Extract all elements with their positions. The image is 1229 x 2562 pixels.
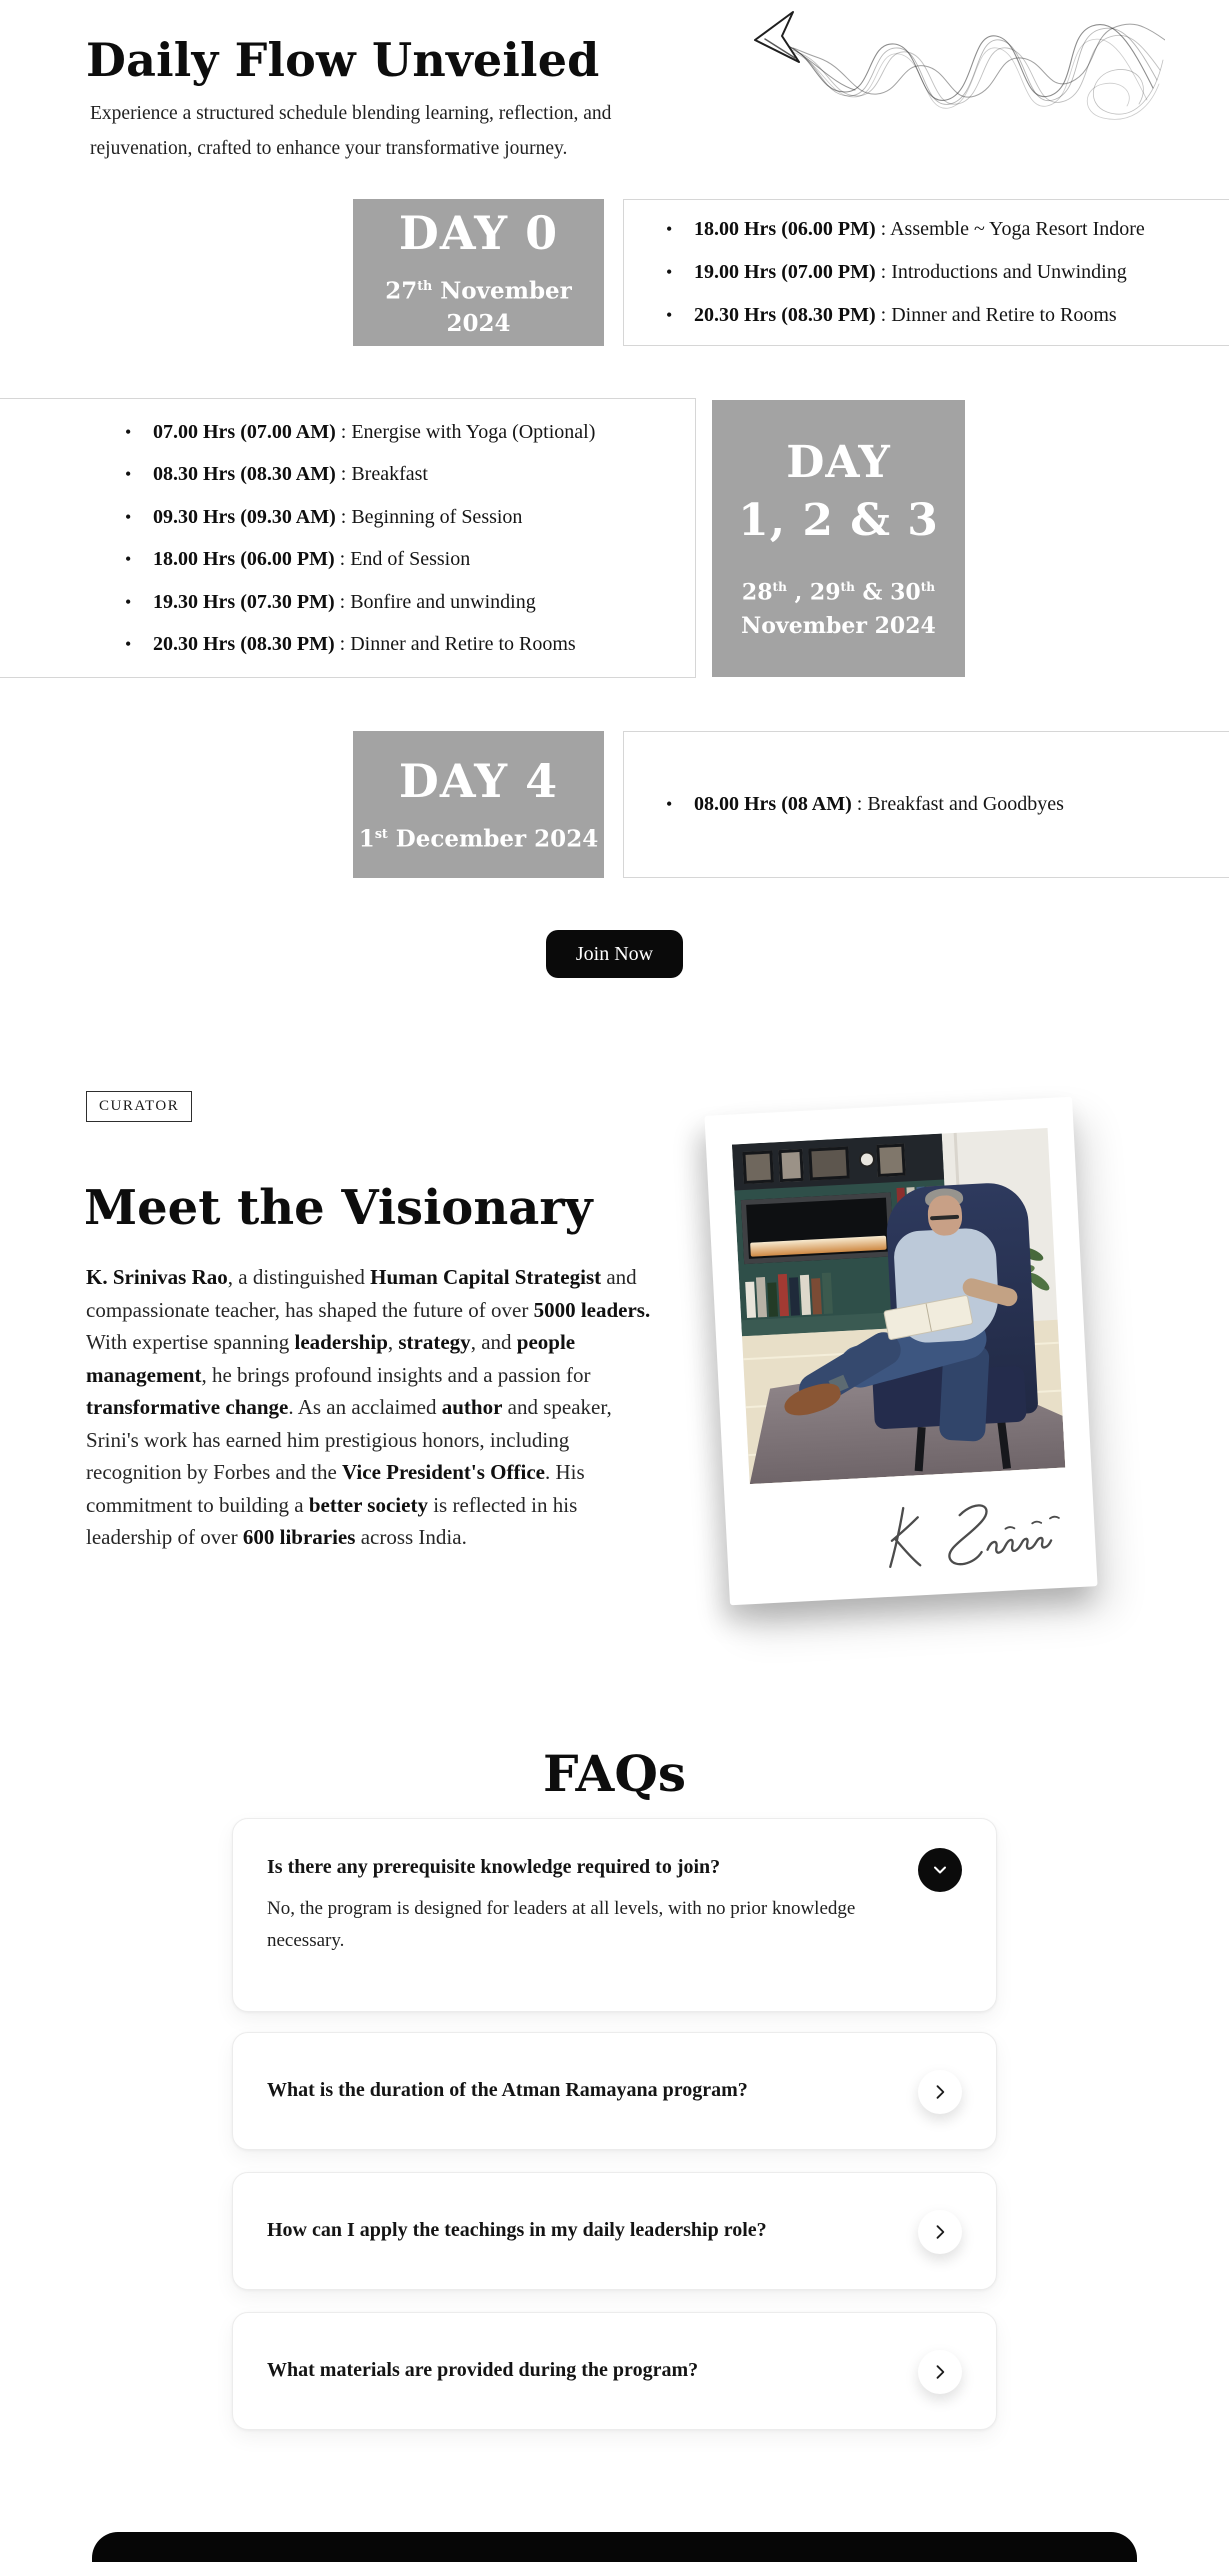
faq-item-teachings[interactable] xyxy=(232,2172,997,2290)
faq-item-duration[interactable] xyxy=(232,2032,997,2150)
day4-events xyxy=(666,783,1229,826)
day123-card xyxy=(712,400,965,677)
page-title: Daily Flow Unveiled xyxy=(86,32,600,87)
day123-date: 28th , 29th & 30th November 2024 xyxy=(741,579,936,640)
expand-button[interactable] xyxy=(918,2350,962,2394)
expand-button[interactable] xyxy=(918,2210,962,2254)
bullet-icon: • xyxy=(666,219,673,239)
join-now-button[interactable]: Join Now xyxy=(546,930,683,978)
collapse-button[interactable] xyxy=(918,1848,962,1892)
flames xyxy=(750,1236,887,1257)
faq-question: How can I apply the teachings in my daily leadership role? xyxy=(267,2219,767,2241)
schedule-event: • 09.30 Hrs (09.30 AM) : Beginning of Session xyxy=(125,496,695,539)
scribble-arrow-decoration xyxy=(735,0,1165,133)
day4-label: DAY 4 xyxy=(398,754,559,809)
day4-date: 1st December 2024 xyxy=(358,825,599,853)
faq-question: What materials are provided during the program? xyxy=(267,2359,699,2381)
day4-schedule-box xyxy=(623,731,1229,878)
faq-item-materials[interactable] xyxy=(232,2312,997,2430)
day0-schedule-box xyxy=(623,199,1229,346)
bullet-icon: • xyxy=(125,634,132,654)
photo-frame xyxy=(876,1144,906,1177)
photo-frame xyxy=(808,1146,850,1180)
day0-events xyxy=(666,208,1229,337)
schedule-event: • 07.00 Hrs (07.00 AM) : Energise with Yoga (Optional) xyxy=(125,411,695,454)
schedule-event: • 18.00 Hrs (06.00 PM) : End of Session xyxy=(125,538,695,581)
chevron-right-icon xyxy=(930,2222,950,2242)
arrowhead-icon xyxy=(755,12,799,62)
faq-item-prerequisite[interactable] xyxy=(232,1818,997,2012)
curator-badge: CURATOR xyxy=(86,1091,192,1122)
bullet-icon: • xyxy=(125,549,132,569)
schedule-event: • 08.30 Hrs (08.30 AM) : Breakfast xyxy=(125,453,695,496)
schedule-event: • 20.30 Hrs (08.30 PM) : Dinner and Retire to Rooms xyxy=(125,623,695,666)
curator-polaroid xyxy=(704,1097,1097,1606)
bullet-icon: • xyxy=(125,464,132,484)
day0-date: 27th November 2024 xyxy=(385,277,572,338)
day4-card xyxy=(353,731,604,878)
day0-label: DAY 0 xyxy=(398,205,559,260)
chevron-down-icon xyxy=(930,1860,950,1880)
schedule-event: • 08.00 Hrs (08 AM) : Breakfast and Goodbyes xyxy=(666,783,1229,826)
bullet-icon: • xyxy=(666,305,673,325)
schedule-event: • 19.30 Hrs (07.30 PM) : Bonfire and unwinding xyxy=(125,581,695,624)
bullet-icon: • xyxy=(125,506,132,527)
day123-label-line1: DAY xyxy=(786,436,891,488)
day123-schedule-box xyxy=(0,398,696,678)
curator-photo xyxy=(732,1128,1065,1484)
bullet-icon: • xyxy=(666,794,673,814)
hero-description: Experience a structured schedule blending learning, reflection, and rejuvenation, crafted to enhance your transformative journey. xyxy=(90,102,612,159)
bullet-icon: • xyxy=(125,421,132,442)
signature xyxy=(873,1490,1069,1584)
curator-heading: Meet the Visionary xyxy=(84,1179,593,1236)
schedule-event: • 19.00 Hrs (07.00 PM) : Introductions and Unwinding xyxy=(666,251,1229,294)
faq-answer: No, the program is designed for leaders at all levels, with no prior knowledge necessary. xyxy=(267,1898,856,1951)
schedule-event: • 18.00 Hrs (06.00 PM) : Assemble ~ Yoga Resort Indore xyxy=(666,208,1229,251)
curator-bio: K. Srinivas Rao, a distinguished Human Capital Strategist and compassionate teacher, has shaped the future of over 5000 leaders. With expertise spanning leadership, strategy, and people management, he brings profound insights and a passion for transformative change. As an acclaimed author and speaker, Srini's work has earned him prestigious honors, including recognition by Forbes and the Vice President's Office. His commitment to building a better society is reflected in his leadership of over 600 libraries across India. xyxy=(86,1265,651,1549)
bullet-icon: • xyxy=(125,591,132,612)
day123-label-line2: 1, 2 & 3 xyxy=(738,494,939,546)
day123-events xyxy=(125,411,695,666)
chevron-right-icon xyxy=(930,2082,950,2102)
faq-question: Is there any prerequisite knowledge required to join? xyxy=(267,1856,721,1878)
expand-button[interactable] xyxy=(918,2070,962,2114)
faq-question: What is the duration of the Atman Ramayana program? xyxy=(267,2079,748,2101)
footer-cta-bar xyxy=(92,2532,1137,2562)
fireplace xyxy=(741,1192,894,1264)
lower-shelf-books xyxy=(745,1269,835,1318)
chevron-right-icon xyxy=(930,2362,950,2382)
photo-frame xyxy=(778,1149,804,1182)
bullet-icon: • xyxy=(666,262,673,282)
day0-card xyxy=(353,199,604,346)
schedule-event: • 20.30 Hrs (08.30 PM) : Dinner and Retire to Rooms xyxy=(666,294,1229,337)
photo-frame xyxy=(742,1150,774,1184)
faq-heading: FAQs xyxy=(542,1743,687,1803)
